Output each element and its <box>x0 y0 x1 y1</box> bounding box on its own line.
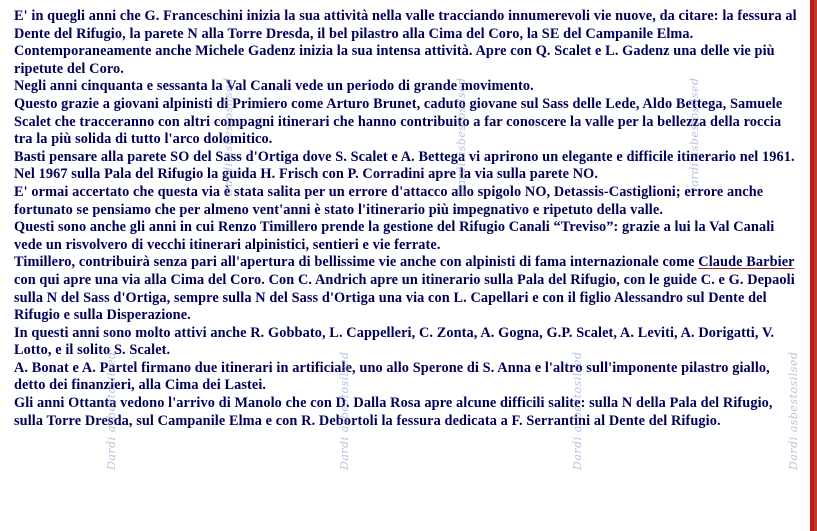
watermark-stamp: Dardi asbestosilsed <box>455 77 468 196</box>
paragraph: Basti pensare alla parete SO del Sass d'Ortiga dove S. Scalet e A. Bettega vi aprirono un elegante e difficile itinerario nel 1961. <box>14 148 795 165</box>
paragraph-with-link <box>14 254 800 324</box>
paragraph: Questi sono anche gli anni in cui Renzo Timillero prende la gestione del Rifugio Canali “Treviso”: grazie a lui la Val Canali vede un risvolvero di vecchi itinerari alpinistici, sentieri e vie ferrate. <box>14 219 775 253</box>
paragraph: E' ormai accertato che questa via è stata salita per un errore d'attacco allo spigolo NO, Detassis-Castiglioni; errore anche fortunato se pensiamo che per almeno vent'anni è stato l'itinerario più impegnativo e ripetuto della valle. <box>14 183 764 218</box>
paragraph: Negli anni cinquanta e sessanta la Val Canali vede un periodo di grande movimento. <box>14 78 534 95</box>
paragraph: Nel 1967 sulla Pala del Rifugio la guida H. Frisch con P. Corradini apre la via sulla parete NO. <box>14 166 599 183</box>
paragraph: In questi anni sono molto attivi anche R. Gobbato, L. Cappelleri, C. Zonta, A. Gogna, G.P. Scalet, A. Leviti, A. Dorigatti, V. Lotto, e il solito S. Scalet. <box>14 324 775 359</box>
watermark-stamp: Dardi asbestosilsed <box>222 77 235 196</box>
paragraph: E' in quegli anni che G. Franceschini inizia la sua attività nella valle tracciando innumerevoli vie nuove, da citare: la fessura al Dente del Rifugio, la parete N alla Torre Dresda, il bel pilastro alla Cima del Coro, la SE del Campanile Elma. <box>14 8 797 42</box>
paragraph: Contemporaneamente anche Michele Gadenz inizia la sua intensa attività. Apre con Q. Scalet e L. Gadenz una delle vie più ripetute del Coro. <box>14 43 775 77</box>
paragraph: Questo grazie a giovani alpinisti di Primiero come Arturo Brunet, caduto giovane sul Sass delle Lede, Aldo Bettega, Samuele Scalet che tracceranno con altri compagni itinerari che hanno contribuito a far conoscere la valle per la bellezza della roccia tra la più solida di tutto l'arco dolomitico. <box>14 95 783 148</box>
claude-barbier-link[interactable]: Claude Barbier <box>698 254 795 271</box>
paragraph: Gli anni Ottanta vedono l'arrivo di Manolo che con D. Dalla Rosa apre alcune difficili salite: sulla N della Pala del Rifugio, sulla Torre Dresda, sul Campanile Elma e con R. Debortoli la fessura dedicata a F. Serrantini al Dente del Rifugio. <box>14 395 773 429</box>
watermark-stamp: Dardi asbestosilsed <box>688 77 701 196</box>
document-text-body <box>14 8 800 430</box>
watermark-stamp: Dardi asbestosilsed <box>787 351 800 470</box>
paragraph: A. Bonat e A. Partel firmano due itinerari in artificiale, uno allo Sperone di S. Anna e l'altro sull'imponente pilastro giallo, detto dei finanzieri, alla Cima dei Lastei. <box>14 359 770 394</box>
watermark-stamp: Dardi asbestosilsed <box>571 351 584 470</box>
watermark-stamp: Dardi asbestosilsed <box>105 351 118 470</box>
watermark-stamp: Dardi asbestosilsed <box>338 351 351 470</box>
paragraph-text-after-link: con qui apre una via alla Cima del Coro. Con C. Andrich apre un itinerario sulla Pala del Rifugio, con le guide C. e G. Depaoli sulla N del Sass d'Ortiga, sempre sulla N del Sass d'Ortiga una via con L. Capellari e con il figlio Alessandro sul Dente del Rifugio e sulla Disperazione. <box>14 271 795 324</box>
paragraph-text-before-link: Timillero, contribuirà senza pari all'apertura di bellissime vie anche con alpinisti di fama internazionale come <box>14 254 699 271</box>
